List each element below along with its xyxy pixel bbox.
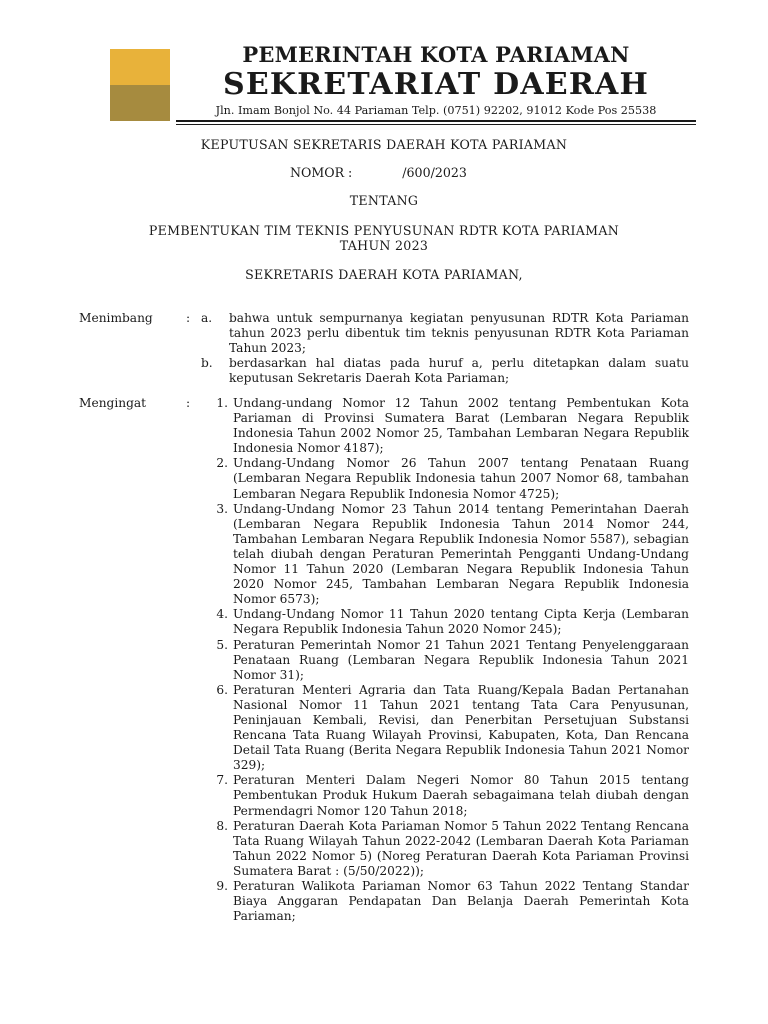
- letterhead: [176, 42, 696, 118]
- mengingat-item: [79, 773, 689, 818]
- office-address: Jln. Imam Bonjol No. 44 Pariaman Telp. (0751) 92202, 91012 Kode Pos 25538: [215, 104, 657, 117]
- mengingat-colon: :: [186, 396, 191, 410]
- item-marker: 3.: [216, 501, 228, 516]
- item-text: Peraturan Walikota Pariaman Nomor 63 Tahun 2022 Tentang Standar Biaya Anggaran Pendapatan Dan Belanja Daerah Pemerintah Kota Pariaman;: [233, 879, 689, 924]
- item-marker: b.: [201, 356, 213, 371]
- government-logo: [110, 49, 170, 121]
- office-name: SEKRETARIAT DAERAH: [222, 67, 650, 102]
- mengingat-item: [79, 819, 689, 879]
- mengingat-label: Mengingat: [79, 396, 147, 410]
- item-marker: 8.: [216, 818, 228, 833]
- item-text: Peraturan Daerah Kota Pariaman Nomor 5 Tahun 2022 Tentang Rencana Tata Ruang Wilayah Tahun 2022-2042 (Lembaran Daerah Kota Pariaman Tahun 2022 Nomor 5) (Noreg Peraturan Daerah Kota Pariaman Provinsi Sumatera Barat : (5/50/2022));: [233, 818, 689, 878]
- mengingat-item: [79, 638, 689, 683]
- decree-subject-line-1: PEMBENTUKAN TIM TEKNIS PENYUSUNAN RDTR KOTA PARIAMAN: [148, 223, 620, 238]
- letterhead-divider-thin: [176, 124, 696, 125]
- item-marker: 5.: [216, 637, 228, 652]
- item-text: berdasarkan hal diatas pada huruf a, perlu ditetapkan dalam suatu keputusan Sekretaris Daerah Kota Pariaman;: [229, 356, 689, 386]
- logo-top-block: [110, 49, 170, 85]
- menimbang-item: [79, 356, 689, 386]
- mengingat-item: [79, 683, 689, 774]
- item-marker: 1.: [216, 396, 228, 410]
- menimbang-item: [79, 311, 689, 356]
- item-text: Peraturan Menteri Dalam Negeri Nomor 80 Tahun 2015 tentang Pembentukan Produk Hukum Daerah sebagaimana telah diubah dengan Permendagri Nomor 120 Tahun 2018;: [233, 773, 689, 818]
- mengingat-item: [79, 879, 689, 924]
- mengingat-item: [79, 456, 689, 501]
- item-marker: a.: [201, 311, 213, 325]
- menimbang-section: [79, 311, 689, 386]
- item-text: Undang-Undang Nomor 23 Tahun 2014 tentang Pemerintahan Daerah (Lembaran Negara Republik Indonesia Tahun 2014 Nomor 244, Tambahan Lembaran Negara Republik Indonesia Nomor 5587), sebagian telah diubah dengan Peraturan Pemerintah Pengganti Undang-Undang Nomor 11 Tahun 2020 (Lembaran Negara Republik Indonesia Tahun 2020 Nomor 245, Tambahan Lembaran Negara Republik Indonesia Nomor 6573);: [233, 501, 689, 607]
- letterhead-divider: [176, 120, 696, 122]
- mengingat-section: [79, 396, 689, 924]
- mengingat-item: [79, 396, 689, 456]
- menimbang-colon: :: [186, 311, 191, 325]
- item-text: Peraturan Pemerintah Nomor 21 Tahun 2021 Tentang Penyelenggaraan Penataan Ruang (Lembaran Negara Republik Indonesia Tahun 2021 Nomor 31);: [233, 637, 689, 682]
- mengingat-item: [79, 607, 689, 637]
- item-text: bahwa untuk sempurnanya kegiatan penyusunan RDTR Kota Pariaman tahun 2023 perlu dibentuk tim teknis penyusunan RDTR Kota Pariaman Tahun 2023;: [229, 311, 689, 356]
- item-marker: 4.: [216, 607, 228, 622]
- item-text: Undang-undang Nomor 12 Tahun 2002 tentang Pembentukan Kota Pariaman di Provinsi Sumatera Barat (Lembaran Negara Republik Indonesia Tahun 2002 Nomor 25, Tambahan Lembaran Negara Republik Indonesia Nomor 4187);: [233, 396, 689, 456]
- item-marker: 9.: [216, 879, 228, 893]
- decree-number-label: NOMOR :: [290, 165, 353, 180]
- menimbang-label: Menimbang: [79, 311, 153, 325]
- item-marker: 2.: [216, 456, 228, 471]
- government-name: PEMERINTAH KOTA PARIAMAN: [242, 42, 630, 67]
- decree-number-value: /600/2023: [402, 165, 467, 180]
- mengingat-item: [79, 502, 689, 608]
- decree-subject-line-2: TAHUN 2023: [339, 238, 429, 253]
- item-marker: 6.: [216, 682, 228, 697]
- item-text: Peraturan Menteri Agraria dan Tata Ruang/Kepala Badan Pertanahan Nasional Nomor 11 Tahun 2021 tentang Tata Cara Penyusunan, Peninjauan Kembali, Revisi, dan Penerbitan Persetujuan Substansi Rencana Tata Ruang Wilayah Provinsi, Kabupaten, Kota, Dan Rencana Detail Tata Ruang (Berita Negara Republik Indonesia Tahun 2021 Nomor 329);: [233, 682, 689, 773]
- item-text: Undang-Undang Nomor 11 Tahun 2020 tentang Cipta Kerja (Lembaran Negara Republik Indonesia Tahun 2020 Nomor 245);: [233, 607, 689, 637]
- item-marker: 7.: [216, 773, 228, 788]
- logo-bottom-block: [110, 85, 170, 121]
- item-text: Undang-Undang Nomor 26 Tahun 2007 tentang Penataan Ruang (Lembaran Negara Republik Indonesia tahun 2007 Nomor 68, tambahan Lembaran Negara Republik Indonesia Nomor 4725);: [233, 456, 689, 501]
- decree-number: [290, 165, 467, 180]
- tentang-heading: TENTANG: [349, 193, 419, 208]
- decree-title: KEPUTUSAN SEKRETARIS DAERAH KOTA PARIAMAN: [200, 137, 568, 152]
- signatory-heading: SEKRETARIS DAERAH KOTA PARIAMAN,: [245, 267, 523, 282]
